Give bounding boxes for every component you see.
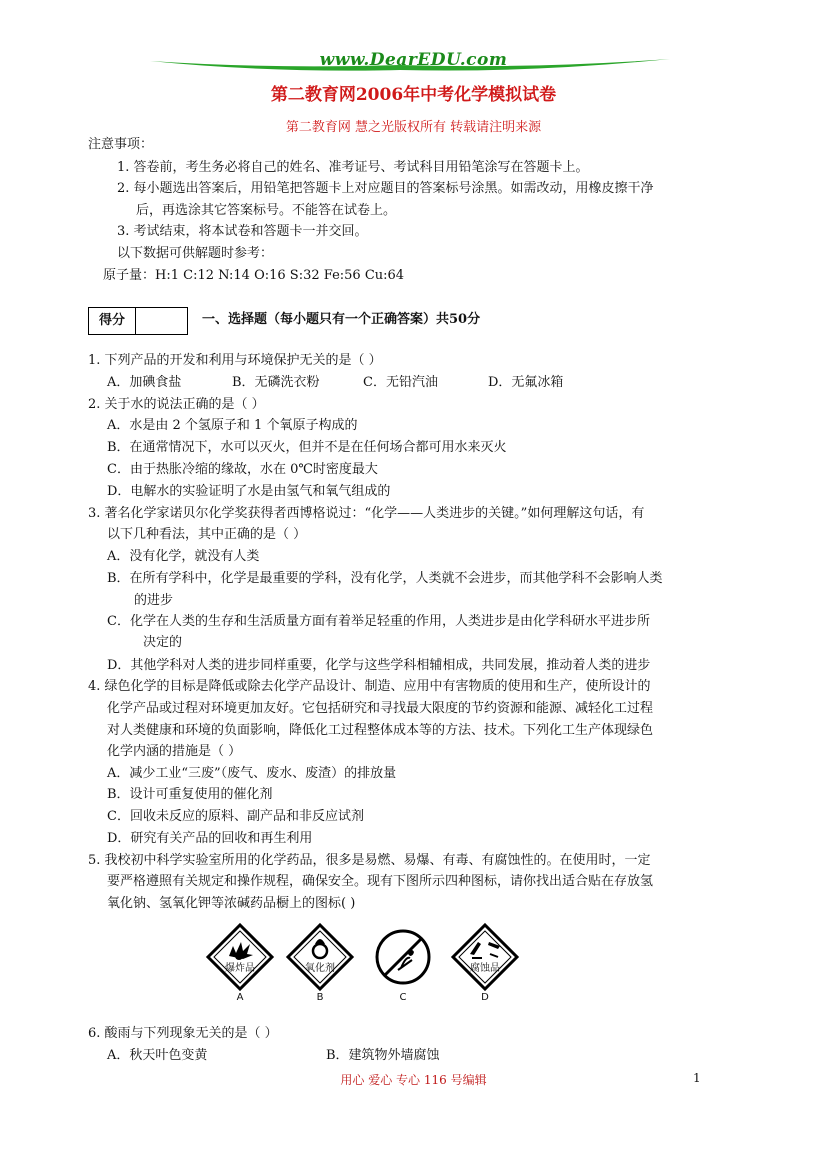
q3-stem-1: 3. 著名化学家诺贝尔化学奖获得者西博格说过：“化学——人类进步的关键。”如何理解这句话，有 xyxy=(88,506,645,521)
copyright-subtitle: 第二教育网 慧之光版权所有 转载请注明来源 xyxy=(285,120,542,135)
sign-c-letter: C xyxy=(399,992,407,1003)
q4-option-b: B．设计可重复使用的催化剂 xyxy=(107,787,273,802)
q1-option-d: D．无氟冰箱 xyxy=(488,375,564,390)
explosive-icon xyxy=(205,922,275,992)
q2-option-c: C．由于热胀冷缩的缘故，水在 0℃时密度最大 xyxy=(107,462,378,477)
hazard-sign-a xyxy=(205,922,275,1002)
q5-stem-1: 5. 我校初中科学实验室所用的化学药品，很多是易燃、易爆、有毒、有腐蚀性的。在使用时，一定 xyxy=(88,853,651,868)
note-item-2-cont: 后，再选涂其它答案标号。不能答在试卷上。 xyxy=(136,203,397,218)
q5-stem-3: 氧化钠、氢氧化钾等浓碱药品橱上的图标( ) xyxy=(107,896,356,911)
score-label: 得分 xyxy=(89,308,136,334)
hazard-sign-b xyxy=(285,922,355,1002)
sign-b-letter: B xyxy=(316,992,324,1003)
q6-option-b: B．建筑物外墙腐蚀 xyxy=(326,1048,440,1063)
note-item-3: 3. 考试结束，将本试卷和答题卡一并交回。 xyxy=(117,224,368,239)
q4-stem-1: 4. 绿色化学的目标是降低或除去化学产品设计、制造、应用中有害物质的使用和生产，使所设计的 xyxy=(88,679,651,694)
q3-option-d: D．其他学科对人类的进步同样重要，化学与这些学科相辅相成，共同发展，推动着人类的进步 xyxy=(107,658,651,673)
q3-option-a: A．没有化学，就没有人类 xyxy=(107,549,260,564)
q4-option-c: C．回收未反应的原料、副产品和非反应试剂 xyxy=(107,809,364,824)
q4-stem-4: 化学内涵的措施是（ ） xyxy=(107,744,242,759)
sign-a-label: 爆炸品 xyxy=(225,963,255,974)
q4-option-d: D．研究有关产品的回收和再生利用 xyxy=(107,831,313,846)
sign-d-letter: D xyxy=(481,992,489,1003)
q3-stem-2: 以下几种看法，其中正确的是（ ） xyxy=(107,527,307,542)
q2-option-d: D．电解水的实验证明了水是由氢气和氧气组成的 xyxy=(107,484,391,499)
q4-option-a: A．减少工业“三废”（废气、废水、废渣）的排放量 xyxy=(107,766,397,781)
q3-option-c: C．化学在人类的生存和生活质量方面有着举足轻重的作用，人类进步是由化学科研水平进步所 xyxy=(107,614,650,629)
q5-stem-2: 要严格遵照有关规定和操作规程，确保安全。现有下图所示四种图标，请你找出适合贴在存放氢 xyxy=(107,874,654,889)
q6-option-a: A．秋天叶色变黄 xyxy=(107,1048,208,1063)
q3-option-b: B．在所有学科中，化学是最重要的学科，没有化学，人类就不会进步，而其他学科不会影响人类 xyxy=(107,571,663,586)
q1-stem: 1. 下列产品的开发和利用与环境保护无关的是（ ） xyxy=(88,353,382,368)
q6-stem: 6. 酸雨与下列现象无关的是（ ） xyxy=(88,1026,278,1041)
footer-text: 用心 爱心 专心 116 号编辑 xyxy=(340,1073,487,1087)
page-number: 1 xyxy=(693,1071,701,1085)
sign-b-label: 氧化剂 xyxy=(305,963,335,974)
page-title: 第二教育网2006年中考化学模拟试卷 xyxy=(270,85,557,105)
note-item-1: 1. 答卷前，考生务必将自己的姓名、准考证号、考试科目用铅笔涂写在答题卡上。 xyxy=(117,160,589,175)
no-fire-icon xyxy=(368,922,438,992)
atomic-mass-line: 原子量：H:1 C:12 N:14 O:16 S:32 Fe:56 Cu:64 xyxy=(103,268,405,283)
notes-heading: 注意事项： xyxy=(88,137,154,152)
section-title: 一、选择题（每小题只有一个正确答案）共50分 xyxy=(202,312,481,327)
sign-d-label: 腐蚀品 xyxy=(470,963,500,974)
sign-a-letter: A xyxy=(236,992,244,1003)
q3-option-c-cont: 决定的 xyxy=(143,635,183,650)
q4-stem-3: 对人类健康和环境的负面影响，降低化工过程整体成本等的方法、技术。下列化工生产体现绿色 xyxy=(107,723,654,738)
q2-stem: 2. 关于水的说法正确的是（ ） xyxy=(88,397,265,412)
score-box xyxy=(88,307,188,335)
q1-option-b: B．无磷洗衣粉 xyxy=(232,375,320,390)
brand-logo[interactable]: www.DearEDU.com xyxy=(319,50,508,70)
q1-option-a: A．加碘食盐 xyxy=(107,375,182,390)
hazard-sign-d xyxy=(450,922,520,1002)
reference-line: 以下数据可供解题时参考： xyxy=(117,246,274,261)
oxidizer-icon xyxy=(285,922,355,992)
q4-stem-2: 化学产品或过程对环境更加友好。它包括研究和寻找最大限度的节约资源和能源、减轻化工过程 xyxy=(107,701,654,716)
note-item-2: 2. 每小题选出答案后，用铅笔把答题卡上对应题目的答案标号涂黑。如需改动，用橡皮擦干净 xyxy=(117,181,654,196)
hazard-sign-c xyxy=(368,922,438,1002)
corrosive-icon xyxy=(450,922,520,992)
q2-option-b: B．在通常情况下，水可以灭火，但并不是在任何场合都可用水来灭火 xyxy=(107,440,507,455)
q3-option-b-cont: 的进步 xyxy=(134,593,174,608)
q1-option-c: C．无铅汽油 xyxy=(363,375,438,390)
q2-option-a: A．水是由 2 个氢原子和 1 个氧原子构成的 xyxy=(107,418,358,433)
